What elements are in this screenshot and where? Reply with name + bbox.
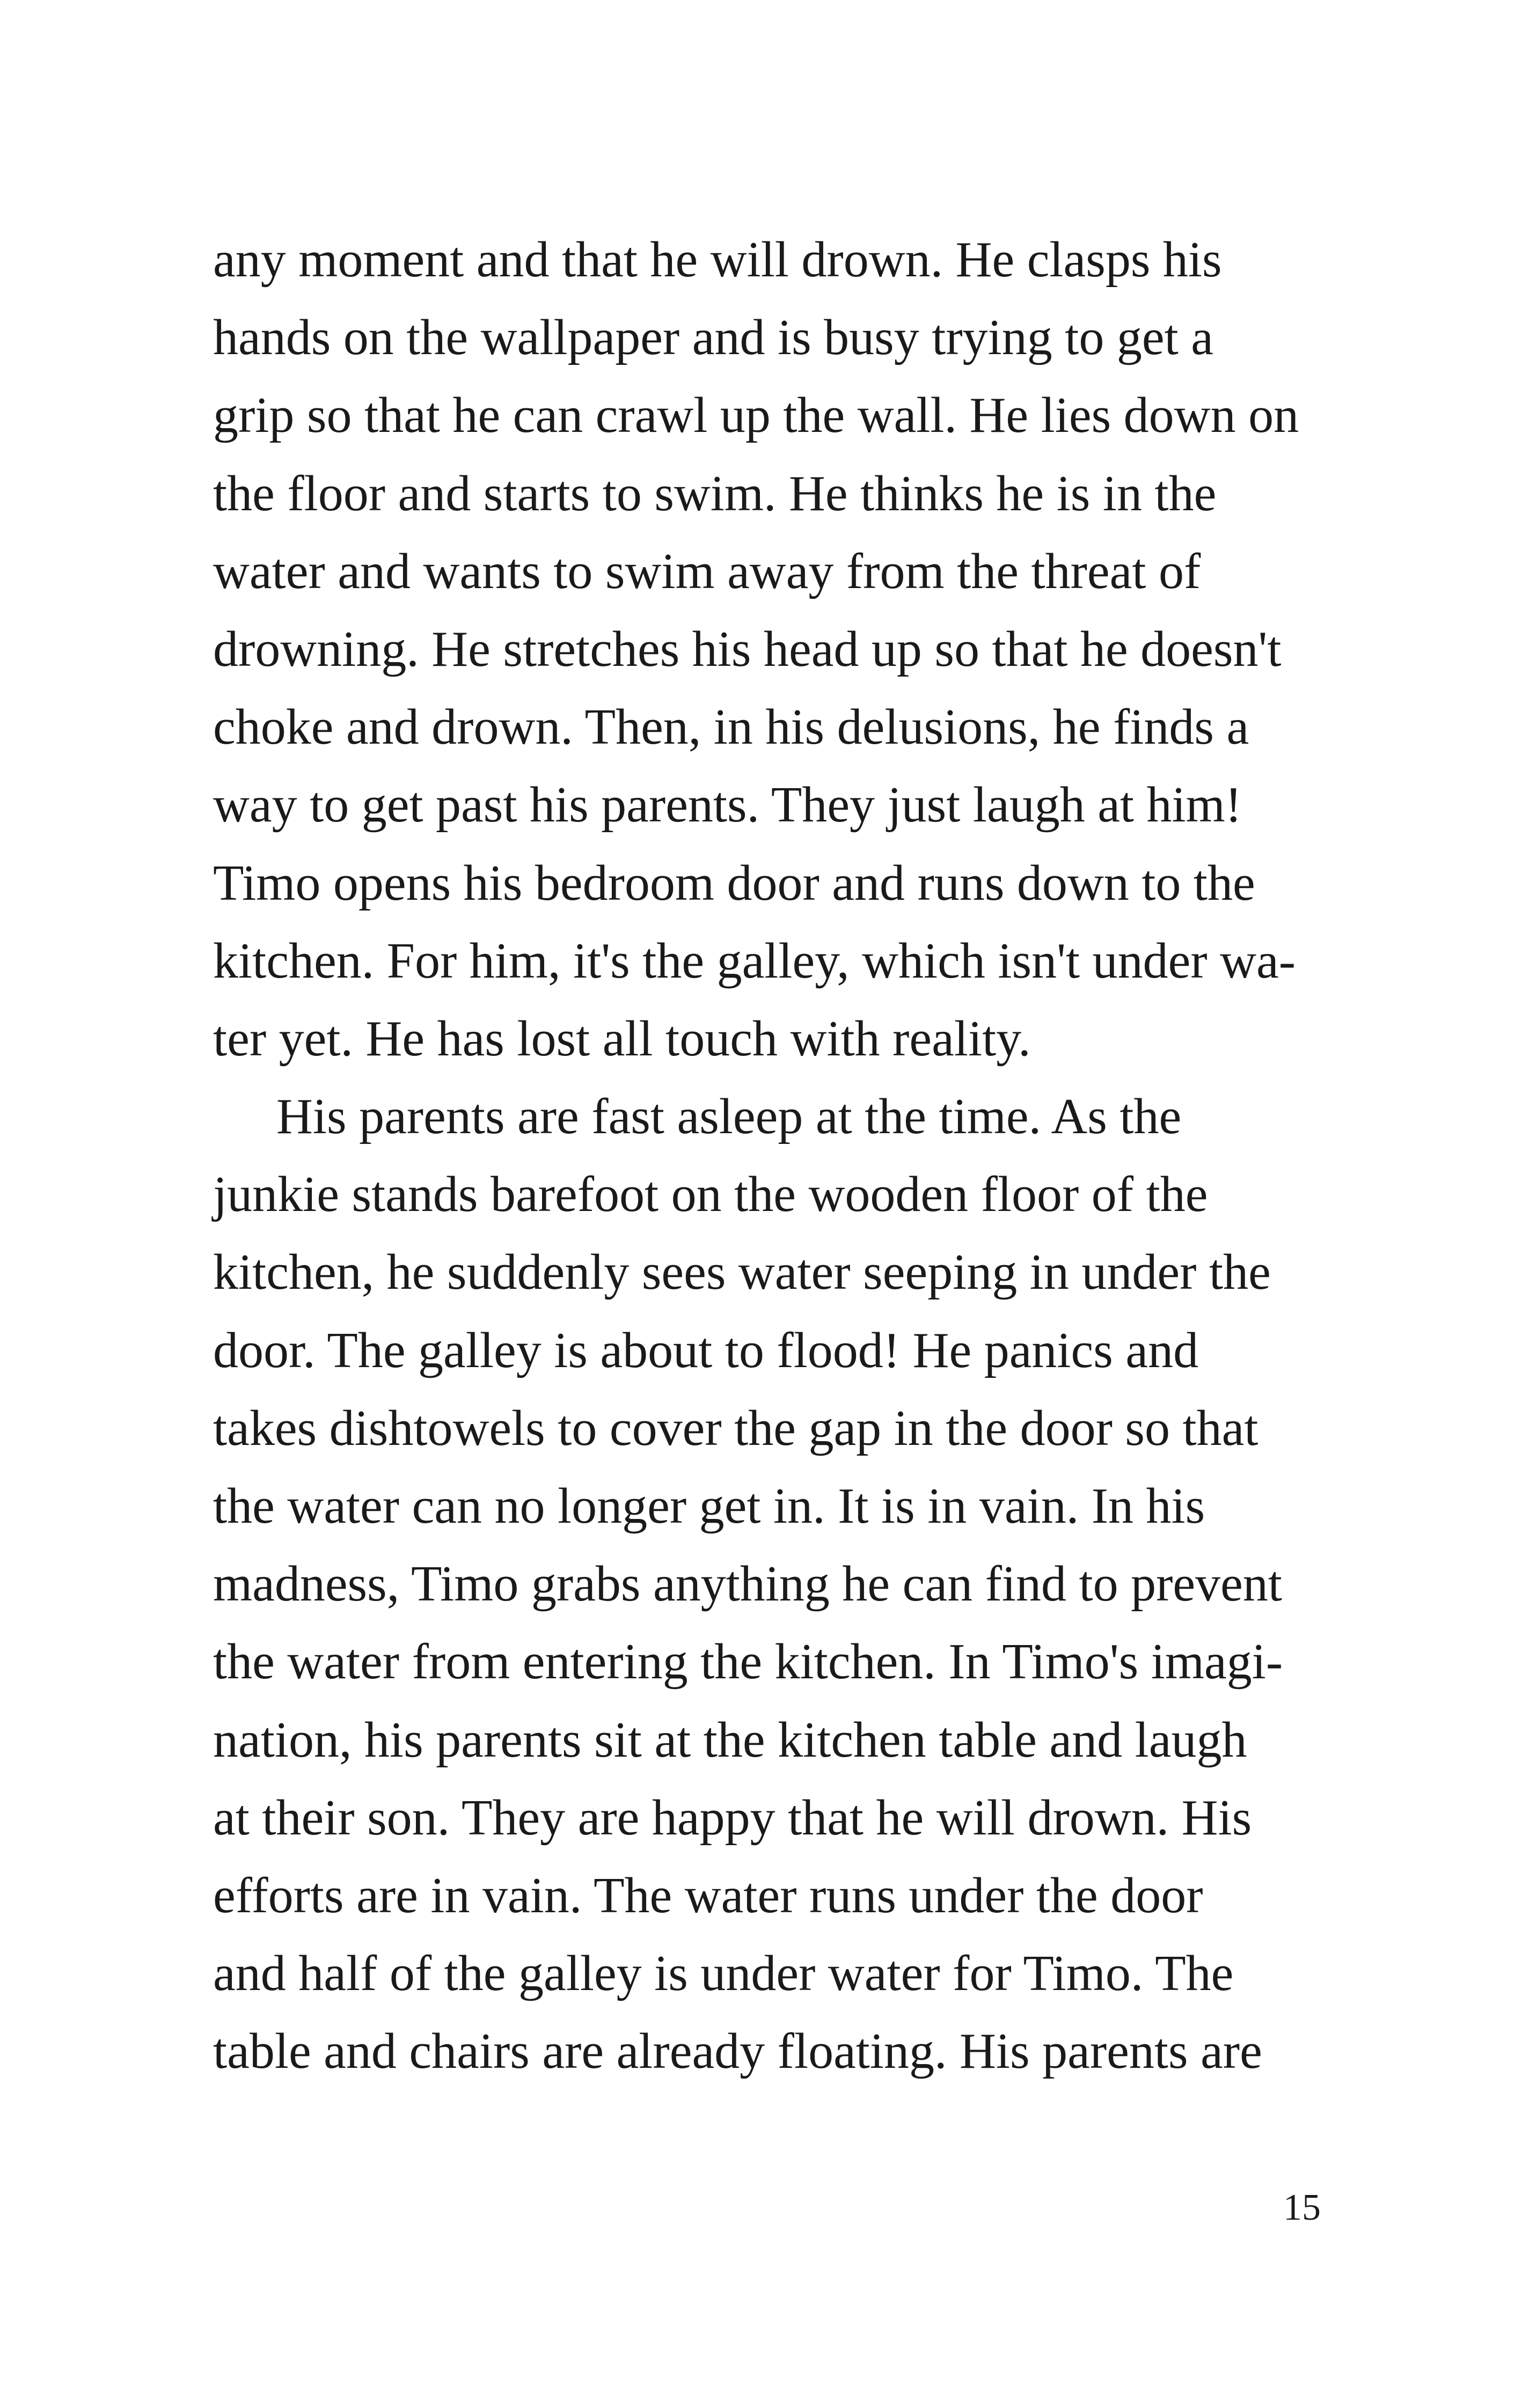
text-line: water and wants to swim away from the threat of [213,543,1201,599]
text-line: kitchen, he suddenly sees water seeping in under the [213,1244,1271,1301]
text-line: choke and drown. Then, in his delusions, he finds a [213,699,1249,755]
text-line: drowning. He stretches his head up so that he doesn't [213,621,1282,677]
text-line: way to get past his parents. They just laugh at him! [213,777,1242,833]
text-line: table and chairs are already floating. His parents are [213,2023,1262,2080]
text-line: ter yet. He has lost all touch with reality. [213,1010,1031,1067]
text-line: the floor and starts to swim. He thinks he is in the [213,465,1217,522]
body-text [213,221,1329,2091]
text-line: efforts are in vain. The water runs under the door [213,1867,1203,1924]
text-line: junkie stands barefoot on the wooden floor of the [213,1166,1208,1223]
text-line: grip so that he can crawl up the wall. He lies down on [213,387,1299,444]
text-line: the water can no longer get in. It is in vain. In his [213,1478,1205,1534]
text-line: hands on the wallpaper and is busy trying to get a [213,310,1213,366]
text-line: kitchen. For him, it's the galley, which isn't under wa- [213,933,1296,989]
text-line: Timo opens his bedroom door and runs down to the [213,855,1255,911]
text-line: takes dishtowels to cover the gap in the door so that [213,1400,1258,1456]
text-line: any moment and that he will drown. He clasps his [213,232,1222,288]
text-line: and half of the galley is under water for Timo. The [213,1946,1234,2002]
text-line: madness, Timo grabs anything he can find to prevent [213,1556,1282,1612]
text-line: at their son. They are happy that he will drown. His [213,1789,1252,1846]
paragraph-first-line: His parents are fast asleep at the time. As the [276,1089,1182,1145]
text-line: the water from entering the kitchen. In Timo's imagi- [213,1634,1283,1690]
page-number: 15 [1283,2187,1321,2228]
text-line: door. The galley is about to flood! He panics and [213,1322,1199,1378]
text-line: nation, his parents sit at the kitchen table and laugh [213,1712,1247,1768]
